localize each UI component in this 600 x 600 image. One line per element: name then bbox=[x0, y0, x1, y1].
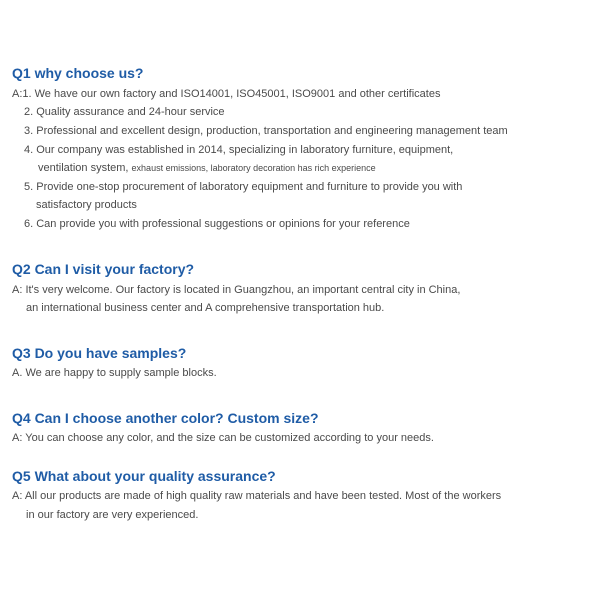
faq-answer-line: satisfactory products bbox=[36, 199, 137, 211]
faq-answer-line: 3. Professional and excellent design, production, transportation and engineering management team bbox=[24, 125, 508, 137]
faq-answer-line: 2. Quality assurance and 24-hour service bbox=[24, 106, 225, 118]
faq-answer-line: A: All our products are made of high quality raw materials and have been tested. Most of the workers bbox=[12, 490, 502, 502]
faq-answer-line bbox=[38, 161, 376, 175]
faq-answer-line: A:1. We have our own factory and ISO14001, ISO45001, ISO9001 and other certificates bbox=[12, 88, 441, 100]
faq-question-1: Q1 why choose us? bbox=[12, 65, 144, 81]
faq-answer-text: ventilation system, bbox=[38, 162, 129, 174]
faq-answer-line: an international business center and A comprehensive transportation hub. bbox=[26, 302, 385, 314]
faq-answer-line: 5. Provide one-stop procurement of laboratory equipment and furniture to provide you with bbox=[24, 181, 463, 193]
faq-question-5: Q5 What about your quality assurance? bbox=[12, 468, 276, 484]
faq-answer-line: 4. Our company was established in 2014, specializing in laboratory furniture, equipment, bbox=[24, 144, 454, 156]
faq-question-2: Q2 Can I visit your factory? bbox=[12, 261, 195, 277]
faq-answer-small-text: exhaust emissions, laboratory decoration has rich experience bbox=[131, 163, 376, 173]
faq-question-4: Q4 Can I choose another color? Custom size? bbox=[12, 410, 319, 426]
faq-answer-line: A. We are happy to supply sample blocks. bbox=[12, 367, 217, 379]
faq-answer-line: 6. Can provide you with professional suggestions or opinions for your reference bbox=[24, 218, 410, 230]
faq-answer-line: A: You can choose any color, and the size can be customized according to your needs. bbox=[12, 432, 434, 444]
faq-answer-line: A: It's very welcome. Our factory is located in Guangzhou, an important central city in China, bbox=[12, 284, 461, 296]
faq-answer-line: in our factory are very experienced. bbox=[26, 509, 199, 521]
faq-question-3: Q3 Do you have samples? bbox=[12, 345, 187, 361]
